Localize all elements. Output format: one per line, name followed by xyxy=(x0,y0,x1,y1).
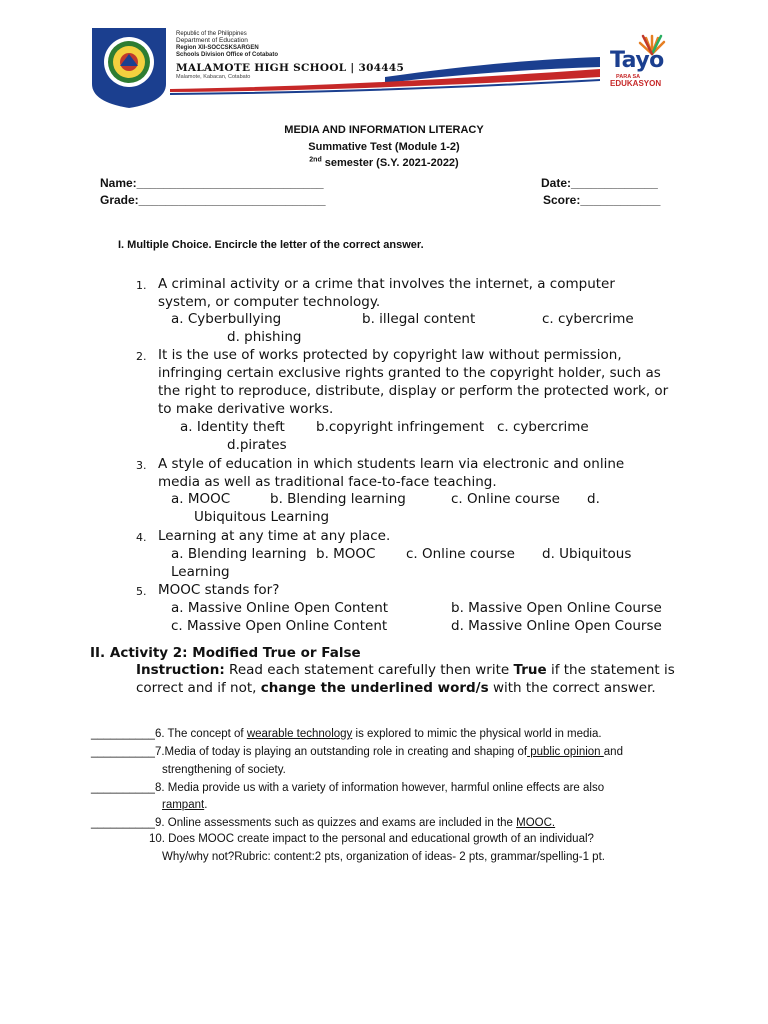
question-number: 3. xyxy=(136,459,147,472)
instruction-text xyxy=(136,661,681,697)
item-6-underlined: wearable technology xyxy=(246,728,353,740)
option-b[interactable]: b. illegal content xyxy=(362,311,476,327)
item-7-continued: strengthening of society. xyxy=(162,764,286,776)
instruction-part2: if the statement is correct and if not, xyxy=(136,662,675,696)
option-d[interactable]: d. xyxy=(587,491,600,507)
semester-sup-suffix: nd xyxy=(313,156,322,164)
department-text: Department of Education xyxy=(176,37,248,44)
item-8-underlined: rampant xyxy=(162,799,205,811)
question-text: Learning at any time at any place. xyxy=(158,528,391,544)
question-text: A style of education in which students learn via electronic and online media as well as traditional face-to-face teaching. xyxy=(158,456,625,490)
item-10: 10. Does MOOC create impact to the personal and educational growth of an individual? xyxy=(149,833,594,845)
option-b[interactable]: b. Blending learning xyxy=(270,491,406,507)
option-c[interactable]: c. Online course xyxy=(406,546,515,562)
test-title: Summative Test (Module 1-2) xyxy=(308,141,460,153)
item-6 xyxy=(91,726,602,743)
semester-line xyxy=(0,157,768,169)
option-b[interactable]: b. MOOC xyxy=(316,546,376,562)
option-a[interactable]: a. Identity theft xyxy=(180,419,285,435)
option-a[interactable]: a. Cyberbullying xyxy=(171,311,282,327)
option-d[interactable]: d. phishing xyxy=(227,329,302,345)
item-7-text: __________7.Media of today is playing an outstanding role in creating and shaping of xyxy=(91,746,528,758)
option-c[interactable]: c. Massive Open Online Content xyxy=(171,618,388,634)
item-8-period: . xyxy=(204,799,208,811)
instruction-part3: with the correct answer. xyxy=(488,680,656,696)
semester-sup: 2 xyxy=(309,156,314,164)
instruction-label: Instruction: xyxy=(136,662,225,678)
item-6-text-end: is explored to mimic the physical world in media. xyxy=(352,728,602,740)
option-d[interactable]: d. Ubiquitous xyxy=(542,546,632,562)
option-c[interactable]: c. cybercrime xyxy=(497,419,589,435)
item-7-text-end: and xyxy=(603,746,623,758)
option-a[interactable]: a. MOOC xyxy=(171,491,231,507)
item-9 xyxy=(91,815,555,832)
option-d-text[interactable]: Learning xyxy=(171,564,230,580)
question-text: MOOC stands for? xyxy=(158,582,280,598)
score-field[interactable]: Score:____________ xyxy=(543,193,661,207)
part2-heading: II. Activity 2: Modified True or False xyxy=(90,645,361,661)
question-number: 1. xyxy=(136,279,147,292)
grade-field[interactable]: Grade:____________________________ xyxy=(100,193,326,207)
option-c[interactable]: c. cybercrime xyxy=(542,311,634,327)
question-number: 4. xyxy=(136,531,147,544)
question-number: 5. xyxy=(136,585,147,598)
edukasyon-text: EDUKASYON xyxy=(610,79,662,88)
option-d-text[interactable]: Ubiquitous Learning xyxy=(194,509,330,525)
school-seal-logo xyxy=(90,26,168,110)
division-text: Schools Division Office of Cotabato xyxy=(176,52,279,58)
school-address: Malamote, Kabacan, Cotabato xyxy=(176,74,251,80)
tayo-text: Tayo xyxy=(610,48,664,73)
option-d[interactable]: d.pirates xyxy=(227,437,287,453)
item-10-continued: Why/why not?Rubric: content:2 pts, organization of ideas- 2 pts, grammar/spelling-1 pt. xyxy=(162,851,605,863)
instruction-change: change the underlined word/s xyxy=(260,680,489,696)
school-name: MALAMOTE HIGH SCHOOL | 304445 xyxy=(176,62,405,74)
question-text: A criminal activity or a crime that involves the internet, a computer system, or computer technology. xyxy=(158,276,615,310)
option-b[interactable]: b. Massive Open Online Course xyxy=(451,600,662,616)
item-8: __________8. Media provide us with a variety of information however, harmful online effects are also xyxy=(91,782,605,794)
semester-text: semester (S.Y. 2021-2022) xyxy=(321,157,459,169)
option-c[interactable]: c. Online course xyxy=(451,491,560,507)
tayo-logo xyxy=(600,34,680,90)
date-field[interactable]: Date:_____________ xyxy=(541,176,658,190)
country-text: Republic of the Philippines xyxy=(176,31,247,37)
part1-heading: I. Multiple Choice. Encircle the letter of the correct answer. xyxy=(118,239,424,251)
question-text: It is the use of works protected by copyright law without permission, infringing certain exclusive rights granted to the copyright holder, such as the right to reproduce, distribute, display or perform the protected work, or to make derivative works. xyxy=(158,347,669,417)
item-9-underlined: MOOC. xyxy=(516,817,556,829)
item-6-text: __________6. The concept of xyxy=(91,728,247,740)
instruction-true: True xyxy=(513,662,547,678)
subject-title: MEDIA AND INFORMATION LITERACY xyxy=(284,124,484,136)
item-8-continued xyxy=(162,797,207,814)
para-sa-text: PARA SA xyxy=(616,74,641,80)
name-field[interactable]: Name:____________________________ xyxy=(100,176,324,190)
item-9-text: __________9. Online assessments such as quizzes and exams are included in the xyxy=(91,817,517,829)
instruction-part1: Read each statement carefully then write xyxy=(224,662,514,678)
question-number: 2. xyxy=(136,350,147,363)
item-7-underlined: public opinion xyxy=(527,746,604,758)
item-7 xyxy=(91,744,623,761)
region-text: Region XII-SOCCSKSARGEN xyxy=(176,45,259,51)
option-d[interactable]: d. Massive Online Open Course xyxy=(451,618,662,634)
option-a[interactable]: a. Massive Online Open Content xyxy=(171,600,389,616)
option-a[interactable]: a. Blending learning xyxy=(171,546,307,562)
option-b[interactable]: b.copyright infringement xyxy=(316,419,485,435)
